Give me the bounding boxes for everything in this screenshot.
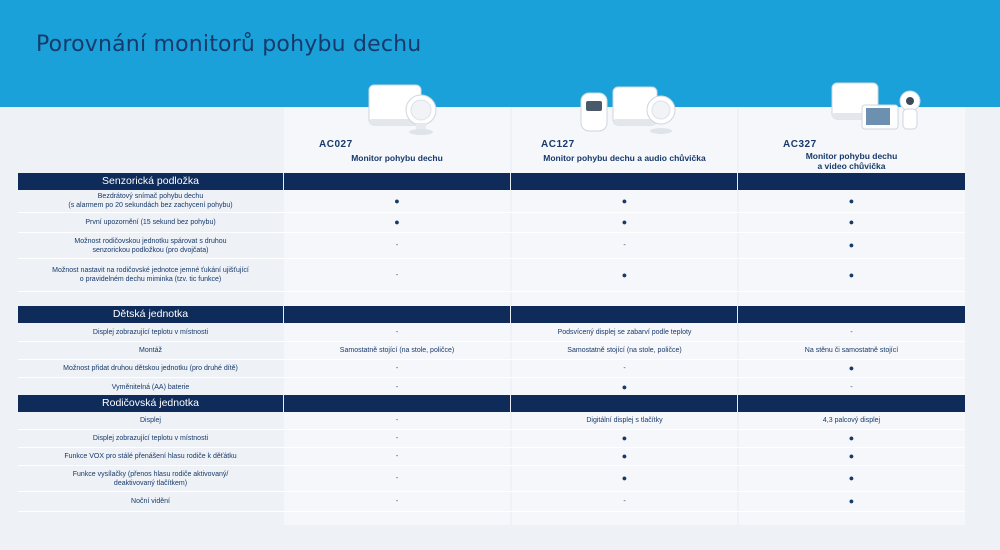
table-row: [18, 492, 965, 512]
comparison-table: [18, 107, 965, 525]
feature-included-dot: ●: [848, 433, 855, 443]
feature-included-dot: ●: [394, 195, 400, 206]
section-divider: [737, 395, 738, 412]
section-title: Dětská jednotka: [112, 308, 189, 320]
feature-missing-dash: -: [395, 271, 399, 279]
feature-label: Displej zobrazující teplotu v místnosti: [92, 328, 209, 336]
section-divider: [283, 395, 284, 412]
feature-value: 4,3 palcový displej: [822, 417, 881, 424]
section-divider: [283, 306, 284, 323]
feature-missing-dash: -: [623, 365, 626, 372]
feature-label: Displej: [139, 417, 161, 424]
feature-missing-dash: -: [623, 498, 626, 505]
table-row: [18, 233, 965, 259]
feature-label: Možnost nastavit na rodičovské jednotce jemné ťukání ujišťující o pravidelném dechu miminka (tzv. tic funkce): [52, 267, 249, 283]
feature-value: Samostatně stojící (na stole, poličce): [567, 347, 682, 354]
table-row: [18, 448, 965, 466]
feature-missing-dash: -: [395, 435, 399, 442]
feature-missing-dash: -: [623, 242, 626, 249]
feature-included-dot: ●: [848, 195, 855, 206]
feature-value: Digitální displej s tlačítky: [586, 417, 663, 424]
feature-included-dot: ●: [848, 473, 855, 483]
page-title: Porovnání monitorů pohybu dechu: [36, 32, 422, 57]
feature-included-dot: ●: [621, 217, 628, 227]
feature-included-dot: ●: [848, 240, 855, 250]
product-name: Monitor pohybu dechu: [351, 153, 443, 163]
table-row: [18, 412, 965, 430]
feature-missing-dash: -: [395, 383, 399, 391]
section-divider: [510, 395, 511, 412]
table-row: [18, 360, 965, 378]
feature-label: Noční vidění: [131, 498, 170, 505]
feature-label: Funkce vysílačky (přenos hlasu rodiče aktivovaný/ deaktivovaný tlačítkem): [72, 470, 229, 487]
feature-label: Funkce VOX pro stálé přenášení hlasu rodiče k děťátku: [64, 453, 237, 460]
ac027-device-image: [355, 79, 465, 139]
feature-included-dot: ●: [621, 433, 628, 443]
section-divider: [283, 173, 284, 190]
table-row: [18, 342, 965, 360]
feature-value: Na stěnu či samostatně stojící: [804, 347, 899, 354]
feature-label: První upozornění (15 sekund bez pohybu): [85, 219, 216, 226]
feature-included-dot: ●: [848, 217, 855, 227]
feature-missing-dash: -: [395, 453, 399, 460]
table-row: [18, 466, 965, 492]
section-header: [18, 395, 965, 412]
table-row: [18, 213, 965, 233]
product-header-ac327: [738, 107, 965, 173]
feature-missing-dash: -: [395, 242, 399, 249]
feature-included-dot: ●: [848, 363, 855, 373]
feature-included-dot: ●: [621, 473, 628, 483]
feature-included-dot: ●: [848, 269, 855, 280]
product-header-ac127: [511, 107, 738, 173]
feature-included-dot: ●: [848, 496, 855, 506]
feature-label: Bezdrátový snímač pohybu dechu (s alarmem po 20 sekundách bez zachycení pohybu): [68, 193, 233, 209]
feature-missing-dash: -: [850, 328, 853, 336]
feature-missing-dash: -: [395, 365, 399, 372]
feature-included-dot: ●: [621, 451, 628, 461]
section-divider: [737, 173, 738, 190]
product-code: AC027: [319, 139, 353, 150]
ac327-device-image: [808, 79, 928, 139]
feature-label: Displej zobrazující teplotu v místnosti: [92, 435, 209, 442]
feature-missing-dash: -: [395, 498, 399, 505]
section-title: Rodičovská jednotka: [102, 397, 199, 409]
feature-missing-dash: -: [395, 417, 399, 424]
section-title: Senzorická podložka: [102, 175, 199, 187]
feature-included-dot: ●: [848, 451, 855, 461]
feature-label: Vyměnitelná (AA) baterie: [111, 383, 190, 391]
product-header-ac027: [283, 107, 511, 173]
feature-value: Samostatně stojící (na stole, poličce): [339, 347, 455, 354]
feature-included-dot: ●: [621, 269, 628, 280]
feature-missing-dash: -: [395, 328, 399, 336]
feature-label: Možnost přidat druhou dětskou jednotku (pro druhé dítě): [63, 365, 238, 372]
section-header: [18, 306, 965, 323]
feature-value: Podsvícený displej se zabarví podle teploty: [557, 328, 692, 336]
table-row: [18, 190, 965, 213]
section-header: [18, 173, 965, 190]
product-code: AC127: [541, 139, 575, 150]
feature-included-dot: ●: [621, 195, 628, 206]
product-name: Monitor pohybu dechu a video chůvička: [805, 151, 898, 171]
feature-label: Možnost rodičovskou jednotku spárovat s druhou senzorickou podložkou (pro dvojčata): [74, 237, 227, 254]
section-divider: [510, 173, 511, 190]
feature-label: Montáž: [139, 347, 162, 354]
feature-missing-dash: -: [395, 475, 399, 482]
product-code: AC327: [783, 139, 817, 150]
feature-included-dot: ●: [394, 217, 400, 227]
table-row: [18, 259, 965, 292]
product-name: Monitor pohybu dechu a audio chůvička: [543, 153, 706, 163]
section-divider: [510, 306, 511, 323]
table-row: [18, 323, 965, 342]
feature-missing-dash: -: [850, 383, 853, 391]
table-row: [18, 430, 965, 448]
feature-included-dot: ●: [621, 381, 628, 392]
ac127-device-image: [573, 79, 693, 139]
section-divider: [737, 306, 738, 323]
